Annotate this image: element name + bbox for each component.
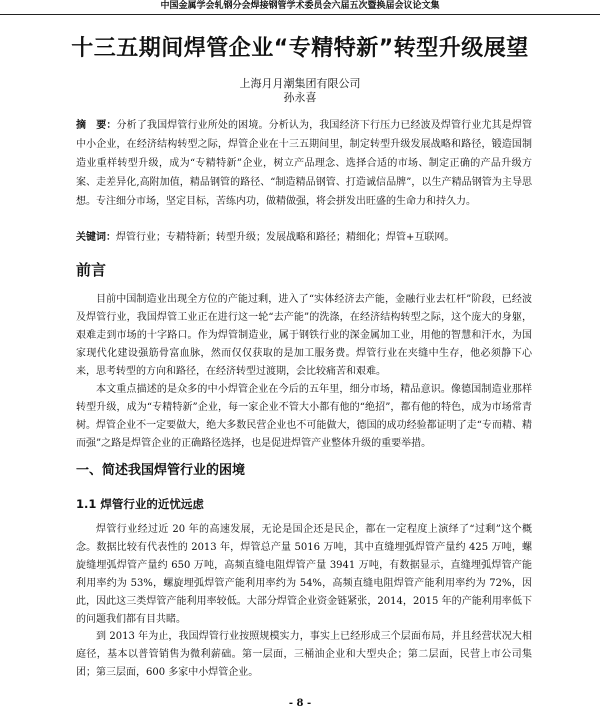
keywords-label: 关键词： — [76, 232, 116, 243]
section-1-1-heading: 1.1 焊管行业的近忧远虑 — [76, 497, 204, 511]
article-title: 十三五期间焊管企业“专精特新”转型升级展望 — [71, 36, 529, 61]
abstract — [76, 116, 532, 211]
header-divider — [0, 14, 600, 15]
abstract-text: 分析了我国焊管行业所处的困境。分析认为，我国经济下行压力已经波及焊管行业尤其是焊管中小企业，在经济结构转型之际，焊管企业在十三五期间里，制定转型升级发展战略和路径，锻造国制造业重样转型升级，成为“专精特新”企业，树立产品理念、选择合适的市场、制定正确的产品升级方案、走差异化,高附加值，精品钢管的路径、“制造精品钢管、打造诚信品牌”，以生产精品钢管为主导思想。专注细分市场，坚定目标，苦练内功，做精做强，将会拼发出旺盛的生命力和持久力。 — [76, 120, 533, 207]
author-name: 孙永喜 — [283, 91, 317, 104]
abstract-label: 摘 要： — [76, 120, 117, 131]
keywords-text: 焊管行业；专精特新；转型升级；发展战略和路径；精细化；焊管+互联网。 — [116, 232, 455, 243]
preface-heading: 前言 — [76, 261, 107, 279]
section-1-1-paragraph-2: 到 2013 年为止，我国焊管行业按照规模实力，事实上已经形成三个层面布局，并且经营状况大相庭径，基本以普管销售为微利薪础。第一层面，三桶油企业和大型央企；第二层面，民营上市公司集团；第三层面，600 多家中小焊管企业。 — [76, 631, 532, 678]
section-1-1-paragraph-1: 焊管行业经过近 20 年的高速发展，无论是国企还是民企，都在一定程度上演绎了“过剩”这个概念。数据比较有代表性的 2013 年，焊管总产量 5016 万吨，其中直缝埋弧焊管产量约 425 万吨，螺旋缝埋弧焊管产量约 650 万吨，高频直缝电阻焊管产量 3941 万吨，有数据显示，直缝埋弧焊管产能利用率约为 53%，螺旋埋弧焊管产能利用率约为 54%，高频直缝电阻焊管产能利用率约为 72%，因此，因此这三类焊管产能利用率较低。大部分焊管企业资金链紧张，2014，2015 年的产能利用率低下的问题我们都有目共睹。 — [76, 524, 532, 625]
preface-paragraph-2: 本文重点描述的是众多的中小焊管企业在今后的五年里，细分市场，精品意识。像德国制造业那样转型升级，成为“专精特新”企业，每一家企业不管大小都有他的“绝招”，都有他的特色，成为市场常青树。焊管企业不一定要做大，绝大多数民营企业也不可能做大，德国的成功经验都证明了走“专而精、精而强”之路是焊管企业的正确路径选择，也是促进焊管产业整体升级的重要举措。 — [76, 384, 532, 449]
running-header: 中国金属学会轧钢分会焊接钢管学术委员会六届五次暨换届会议论文集 — [160, 1, 440, 11]
keywords — [76, 230, 532, 246]
preface-paragraph-1: 目前中国制造业出现全方位的产能过剩，进入了“实体经济去产能，金融行业去杠杆”阶段，已经波及焊管行业，我国焊管工业正在进行这一轮“去产能”的洗涤，在经济结构转型之际，这个庞大的身躯，艰难走到市场的十字路口。作为焊管制造业，属于钢铁行业的深金属加工业，用他的智慧和汗水，为国家现代化建设强筋骨富血脉，然而仅仅获取的是加工服务费。焊管行业在夹缝中生存，他必须静下心来，思考转型的方向和路径，在经济转型过渡期，会比较痛苦和艰难。 — [76, 294, 532, 377]
author-affiliation: 上海月月潮集团有限公司 — [239, 77, 361, 90]
page-number: - 8 - — [288, 698, 312, 709]
section-1-heading: 一、简述我国焊管行业的困境 — [76, 463, 246, 478]
